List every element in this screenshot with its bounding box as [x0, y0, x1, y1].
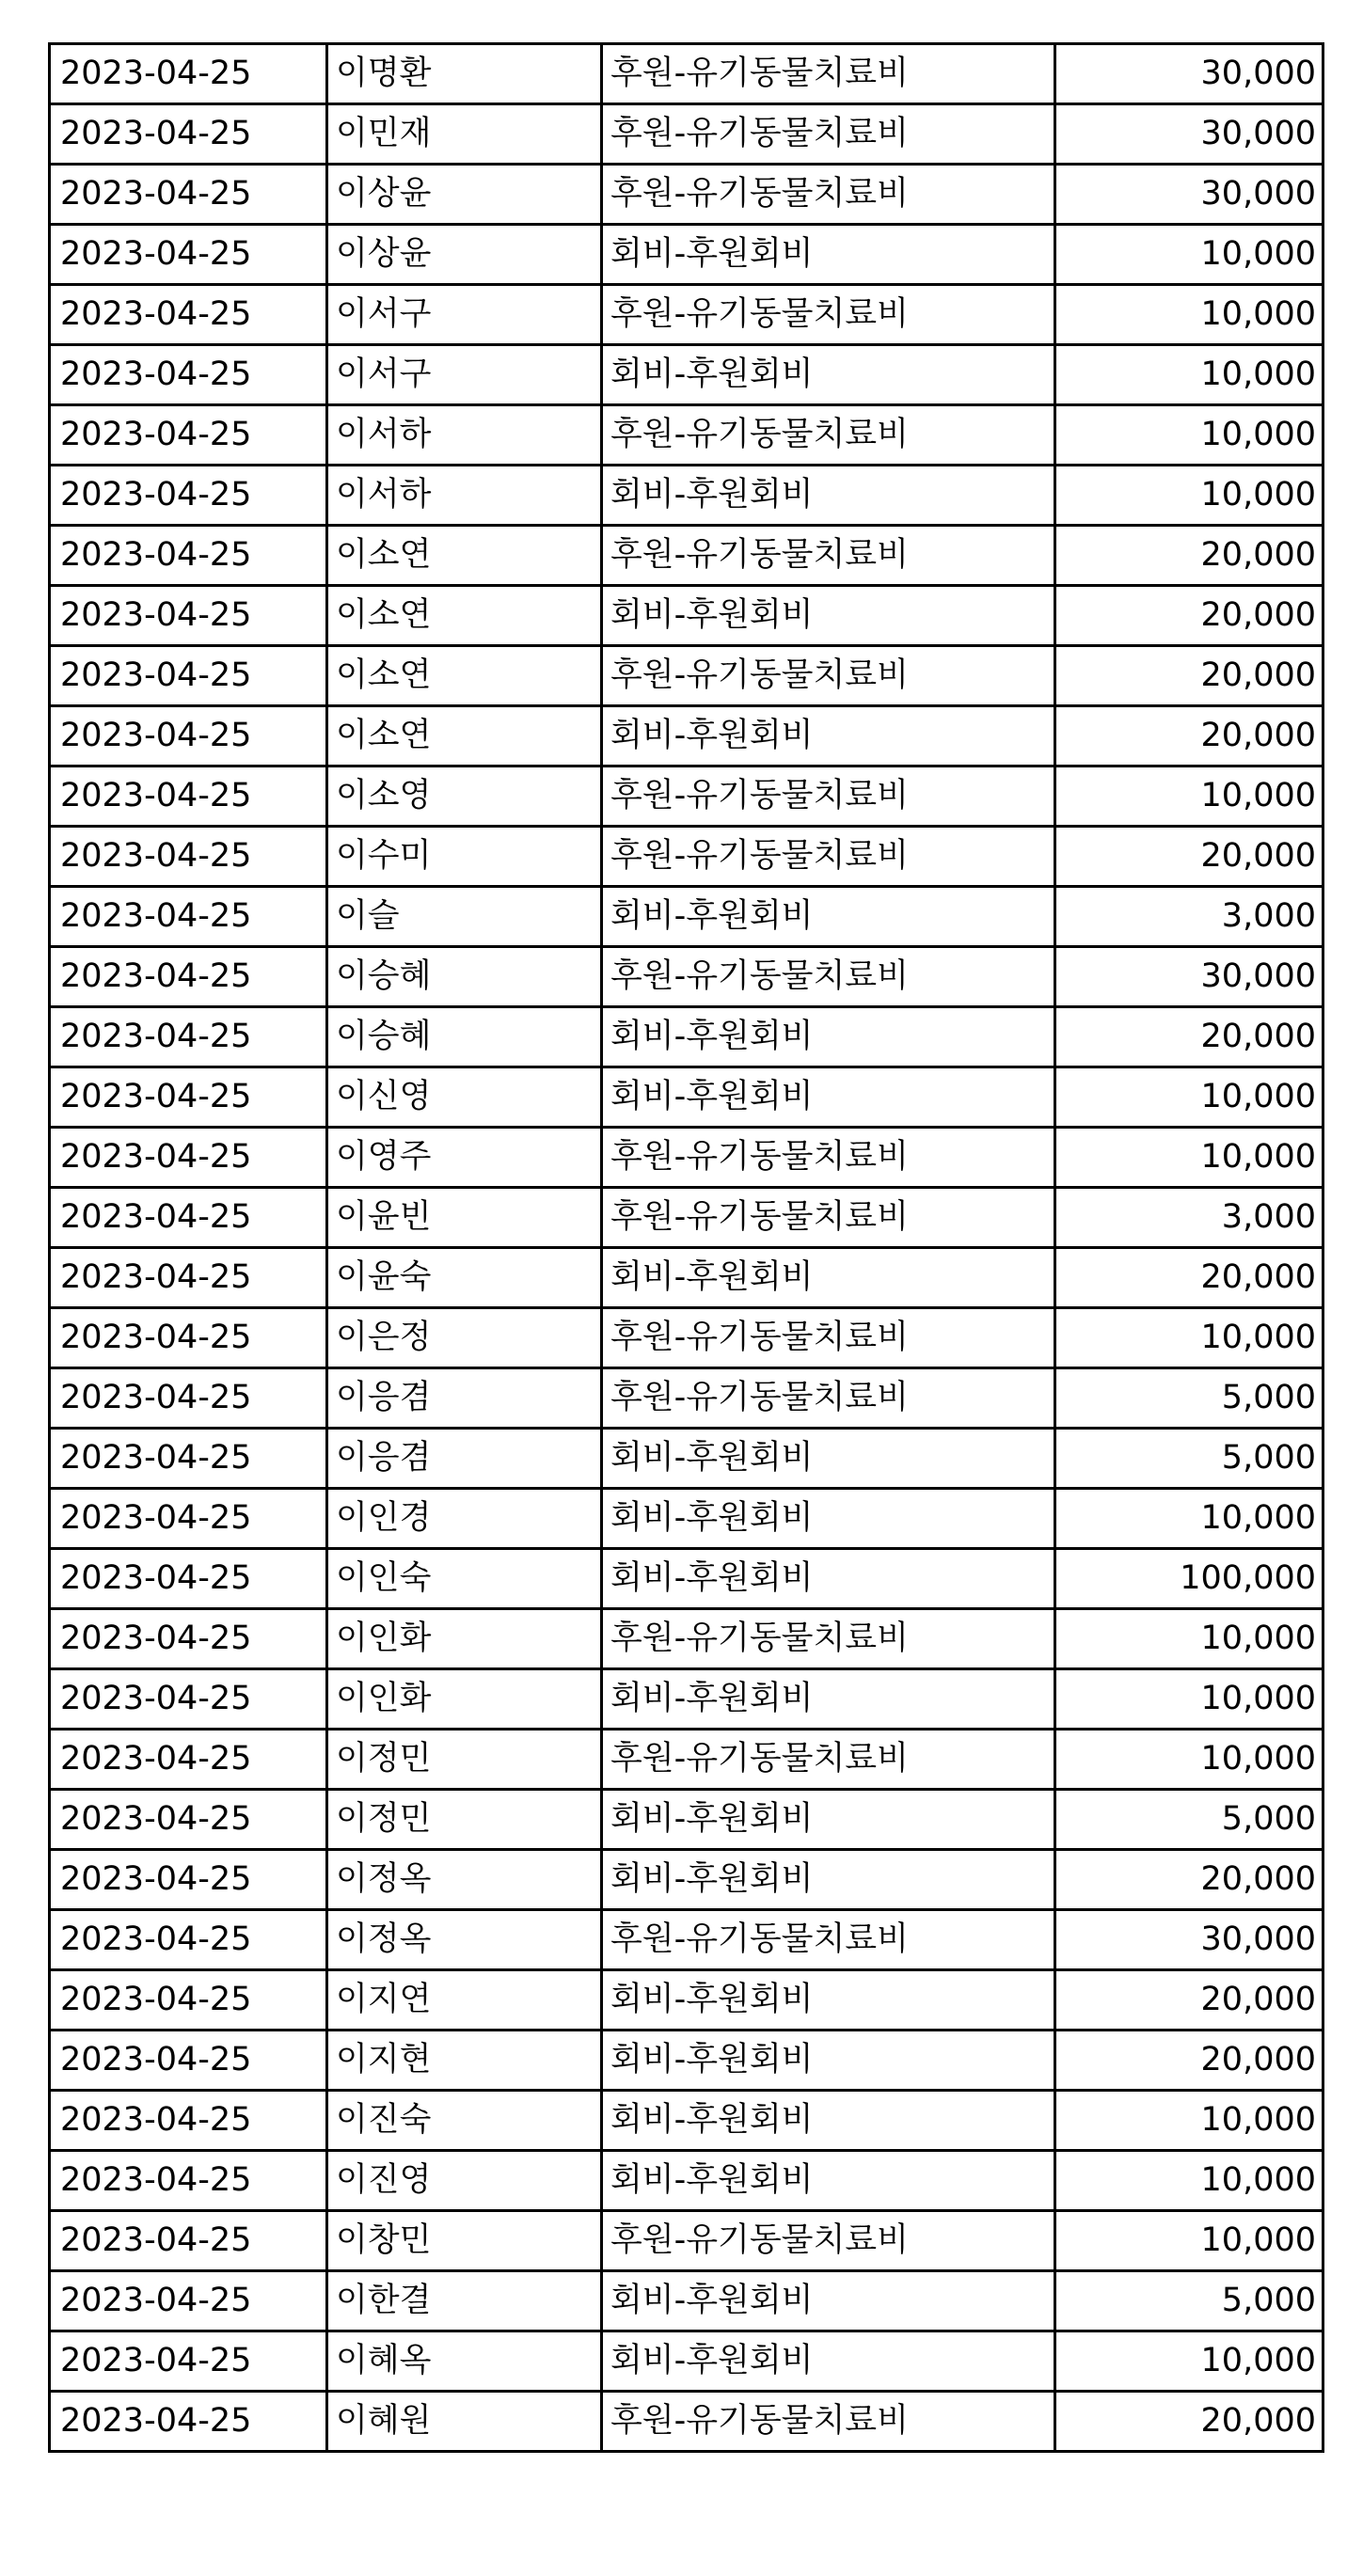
- table-row: [50, 766, 1323, 827]
- amount-cell: 10,000: [1055, 1489, 1323, 1549]
- date-cell: 2023-04-25: [50, 1067, 327, 1128]
- table-row: [50, 1368, 1323, 1429]
- date-cell: 2023-04-25: [50, 225, 327, 285]
- date-cell: 2023-04-25: [50, 1850, 327, 1910]
- date-cell: 2023-04-25: [50, 2392, 327, 2452]
- table-row: [50, 1970, 1323, 2031]
- table-row: [50, 1308, 1323, 1368]
- ledger-body: [50, 44, 1323, 2452]
- name-cell: 이진영: [327, 2151, 602, 2211]
- name-cell: 이한결: [327, 2271, 602, 2331]
- amount-cell: 10,000: [1055, 345, 1323, 405]
- name-cell: 이수미: [327, 827, 602, 887]
- amount-cell: 30,000: [1055, 165, 1323, 225]
- date-cell: 2023-04-25: [50, 1188, 327, 1248]
- name-cell: 이윤빈: [327, 1188, 602, 1248]
- table-row: [50, 1609, 1323, 1669]
- amount-cell: 20,000: [1055, 2392, 1323, 2452]
- date-cell: 2023-04-25: [50, 586, 327, 646]
- category-cell: 회비-후원회비: [602, 1549, 1055, 1609]
- amount-cell: 10,000: [1055, 2091, 1323, 2151]
- amount-cell: 10,000: [1055, 766, 1323, 827]
- amount-cell: 10,000: [1055, 225, 1323, 285]
- date-cell: 2023-04-25: [50, 1669, 327, 1730]
- name-cell: 이서하: [327, 466, 602, 526]
- date-cell: 2023-04-25: [50, 526, 327, 586]
- amount-cell: 30,000: [1055, 1910, 1323, 1970]
- name-cell: 이서구: [327, 285, 602, 345]
- date-cell: 2023-04-25: [50, 827, 327, 887]
- table-row: [50, 44, 1323, 104]
- table-row: [50, 2031, 1323, 2091]
- table-row: [50, 706, 1323, 766]
- category-cell: 후원-유기동물치료비: [602, 766, 1055, 827]
- amount-cell: 20,000: [1055, 646, 1323, 706]
- amount-cell: 100,000: [1055, 1549, 1323, 1609]
- category-cell: 후원-유기동물치료비: [602, 1188, 1055, 1248]
- table-row: [50, 2151, 1323, 2211]
- amount-cell: 5,000: [1055, 1368, 1323, 1429]
- amount-cell: 30,000: [1055, 104, 1323, 165]
- amount-cell: 3,000: [1055, 1188, 1323, 1248]
- category-cell: 회비-후원회비: [602, 2271, 1055, 2331]
- name-cell: 이소연: [327, 526, 602, 586]
- table-row: [50, 2392, 1323, 2452]
- name-cell: 이정옥: [327, 1910, 602, 1970]
- date-cell: 2023-04-25: [50, 466, 327, 526]
- category-cell: 회비-후원회비: [602, 1850, 1055, 1910]
- amount-cell: 5,000: [1055, 1790, 1323, 1850]
- date-cell: 2023-04-25: [50, 1910, 327, 1970]
- name-cell: 이지연: [327, 1970, 602, 2031]
- amount-cell: 20,000: [1055, 2031, 1323, 2091]
- name-cell: 이은정: [327, 1308, 602, 1368]
- table-row: [50, 887, 1323, 947]
- table-row: [50, 285, 1323, 345]
- category-cell: 후원-유기동물치료비: [602, 1910, 1055, 1970]
- category-cell: 후원-유기동물치료비: [602, 947, 1055, 1007]
- category-cell: 회비-후원회비: [602, 2091, 1055, 2151]
- amount-cell: 10,000: [1055, 466, 1323, 526]
- name-cell: 이민재: [327, 104, 602, 165]
- table-row: [50, 1730, 1323, 1790]
- table-row: [50, 1850, 1323, 1910]
- table-row: [50, 1790, 1323, 1850]
- amount-cell: 10,000: [1055, 1609, 1323, 1669]
- date-cell: 2023-04-25: [50, 44, 327, 104]
- date-cell: 2023-04-25: [50, 285, 327, 345]
- table-row: [50, 104, 1323, 165]
- name-cell: 이정민: [327, 1730, 602, 1790]
- name-cell: 이소연: [327, 706, 602, 766]
- table-row: [50, 165, 1323, 225]
- amount-cell: 20,000: [1055, 586, 1323, 646]
- category-cell: 회비-후원회비: [602, 2151, 1055, 2211]
- date-cell: 2023-04-25: [50, 1248, 327, 1308]
- table-row: [50, 466, 1323, 526]
- category-cell: 후원-유기동물치료비: [602, 1308, 1055, 1368]
- name-cell: 이진숙: [327, 2091, 602, 2151]
- name-cell: 이혜옥: [327, 2331, 602, 2392]
- category-cell: 후원-유기동물치료비: [602, 1128, 1055, 1188]
- name-cell: 이혜원: [327, 2392, 602, 2452]
- amount-cell: 10,000: [1055, 405, 1323, 466]
- name-cell: 이인화: [327, 1669, 602, 1730]
- amount-cell: 20,000: [1055, 1248, 1323, 1308]
- name-cell: 이서하: [327, 405, 602, 466]
- table-row: [50, 1248, 1323, 1308]
- name-cell: 이소영: [327, 766, 602, 827]
- table-row: [50, 1007, 1323, 1067]
- table-row: [50, 1188, 1323, 1248]
- name-cell: 이인화: [327, 1609, 602, 1669]
- category-cell: 후원-유기동물치료비: [602, 646, 1055, 706]
- name-cell: 이슬: [327, 887, 602, 947]
- date-cell: 2023-04-25: [50, 1308, 327, 1368]
- category-cell: 후원-유기동물치료비: [602, 104, 1055, 165]
- amount-cell: 3,000: [1055, 887, 1323, 947]
- amount-cell: 10,000: [1055, 2211, 1323, 2271]
- table-row: [50, 646, 1323, 706]
- category-cell: 회비-후원회비: [602, 586, 1055, 646]
- amount-cell: 10,000: [1055, 1308, 1323, 1368]
- category-cell: 후원-유기동물치료비: [602, 1609, 1055, 1669]
- category-cell: 회비-후원회비: [602, 2331, 1055, 2392]
- category-cell: 회비-후원회비: [602, 1489, 1055, 1549]
- category-cell: 회비-후원회비: [602, 1429, 1055, 1489]
- table-row: [50, 526, 1323, 586]
- table-row: [50, 225, 1323, 285]
- table-row: [50, 1489, 1323, 1549]
- category-cell: 회비-후원회비: [602, 887, 1055, 947]
- category-cell: 회비-후원회비: [602, 345, 1055, 405]
- category-cell: 후원-유기동물치료비: [602, 165, 1055, 225]
- name-cell: 이인경: [327, 1489, 602, 1549]
- date-cell: 2023-04-25: [50, 766, 327, 827]
- category-cell: 회비-후원회비: [602, 466, 1055, 526]
- category-cell: 후원-유기동물치료비: [602, 2211, 1055, 2271]
- date-cell: 2023-04-25: [50, 1007, 327, 1067]
- name-cell: 이창민: [327, 2211, 602, 2271]
- date-cell: 2023-04-25: [50, 2091, 327, 2151]
- category-cell: 회비-후원회비: [602, 1067, 1055, 1128]
- category-cell: 회비-후원회비: [602, 2031, 1055, 2091]
- date-cell: 2023-04-25: [50, 1790, 327, 1850]
- name-cell: 이정민: [327, 1790, 602, 1850]
- date-cell: 2023-04-25: [50, 2331, 327, 2392]
- name-cell: 이윤숙: [327, 1248, 602, 1308]
- category-cell: 후원-유기동물치료비: [602, 285, 1055, 345]
- donation-ledger-table: [48, 42, 1324, 2453]
- amount-cell: 10,000: [1055, 1128, 1323, 1188]
- category-cell: 후원-유기동물치료비: [602, 405, 1055, 466]
- category-cell: 회비-후원회비: [602, 1007, 1055, 1067]
- amount-cell: 20,000: [1055, 1850, 1323, 1910]
- date-cell: 2023-04-25: [50, 947, 327, 1007]
- table-row: [50, 1549, 1323, 1609]
- category-cell: 회비-후원회비: [602, 706, 1055, 766]
- category-cell: 후원-유기동물치료비: [602, 44, 1055, 104]
- table-row: [50, 1128, 1323, 1188]
- table-row: [50, 1067, 1323, 1128]
- category-cell: 후원-유기동물치료비: [602, 526, 1055, 586]
- date-cell: 2023-04-25: [50, 345, 327, 405]
- amount-cell: 10,000: [1055, 285, 1323, 345]
- table-row: [50, 2271, 1323, 2331]
- category-cell: 후원-유기동물치료비: [602, 2392, 1055, 2452]
- amount-cell: 30,000: [1055, 947, 1323, 1007]
- category-cell: 후원-유기동물치료비: [602, 1730, 1055, 1790]
- table-row: [50, 586, 1323, 646]
- name-cell: 이소연: [327, 586, 602, 646]
- date-cell: 2023-04-25: [50, 1429, 327, 1489]
- date-cell: 2023-04-25: [50, 2151, 327, 2211]
- table-row: [50, 1910, 1323, 1970]
- date-cell: 2023-04-25: [50, 1730, 327, 1790]
- amount-cell: 30,000: [1055, 44, 1323, 104]
- table-row: [50, 345, 1323, 405]
- table-row: [50, 2091, 1323, 2151]
- name-cell: 이신영: [327, 1067, 602, 1128]
- date-cell: 2023-04-25: [50, 104, 327, 165]
- date-cell: 2023-04-25: [50, 405, 327, 466]
- date-cell: 2023-04-25: [50, 2271, 327, 2331]
- category-cell: 후원-유기동물치료비: [602, 827, 1055, 887]
- table-row: [50, 2211, 1323, 2271]
- amount-cell: 10,000: [1055, 2331, 1323, 2392]
- date-cell: 2023-04-25: [50, 2031, 327, 2091]
- date-cell: 2023-04-25: [50, 165, 327, 225]
- amount-cell: 5,000: [1055, 2271, 1323, 2331]
- amount-cell: 10,000: [1055, 1067, 1323, 1128]
- name-cell: 이서구: [327, 345, 602, 405]
- date-cell: 2023-04-25: [50, 1970, 327, 2031]
- amount-cell: 10,000: [1055, 1730, 1323, 1790]
- name-cell: 이명환: [327, 44, 602, 104]
- date-cell: 2023-04-25: [50, 2211, 327, 2271]
- table-row: [50, 1669, 1323, 1730]
- date-cell: 2023-04-25: [50, 887, 327, 947]
- name-cell: 이정옥: [327, 1850, 602, 1910]
- name-cell: 이응겸: [327, 1368, 602, 1429]
- table-row: [50, 947, 1323, 1007]
- category-cell: 회비-후원회비: [602, 1970, 1055, 2031]
- name-cell: 이소연: [327, 646, 602, 706]
- amount-cell: 5,000: [1055, 1429, 1323, 1489]
- table-row: [50, 827, 1323, 887]
- amount-cell: 20,000: [1055, 706, 1323, 766]
- amount-cell: 20,000: [1055, 1970, 1323, 2031]
- amount-cell: 10,000: [1055, 2151, 1323, 2211]
- table-row: [50, 405, 1323, 466]
- date-cell: 2023-04-25: [50, 1609, 327, 1669]
- category-cell: 회비-후원회비: [602, 1669, 1055, 1730]
- amount-cell: 20,000: [1055, 1007, 1323, 1067]
- date-cell: 2023-04-25: [50, 1368, 327, 1429]
- name-cell: 이승혜: [327, 1007, 602, 1067]
- name-cell: 이영주: [327, 1128, 602, 1188]
- name-cell: 이응겸: [327, 1429, 602, 1489]
- date-cell: 2023-04-25: [50, 1549, 327, 1609]
- name-cell: 이상윤: [327, 225, 602, 285]
- name-cell: 이인숙: [327, 1549, 602, 1609]
- category-cell: 회비-후원회비: [602, 1790, 1055, 1850]
- category-cell: 후원-유기동물치료비: [602, 1368, 1055, 1429]
- date-cell: 2023-04-25: [50, 706, 327, 766]
- name-cell: 이지현: [327, 2031, 602, 2091]
- date-cell: 2023-04-25: [50, 1489, 327, 1549]
- date-cell: 2023-04-25: [50, 646, 327, 706]
- category-cell: 회비-후원회비: [602, 225, 1055, 285]
- amount-cell: 20,000: [1055, 827, 1323, 887]
- amount-cell: 20,000: [1055, 526, 1323, 586]
- table-row: [50, 1429, 1323, 1489]
- category-cell: 회비-후원회비: [602, 1248, 1055, 1308]
- table-row: [50, 2331, 1323, 2392]
- name-cell: 이승혜: [327, 947, 602, 1007]
- name-cell: 이상윤: [327, 165, 602, 225]
- date-cell: 2023-04-25: [50, 1128, 327, 1188]
- amount-cell: 10,000: [1055, 1669, 1323, 1730]
